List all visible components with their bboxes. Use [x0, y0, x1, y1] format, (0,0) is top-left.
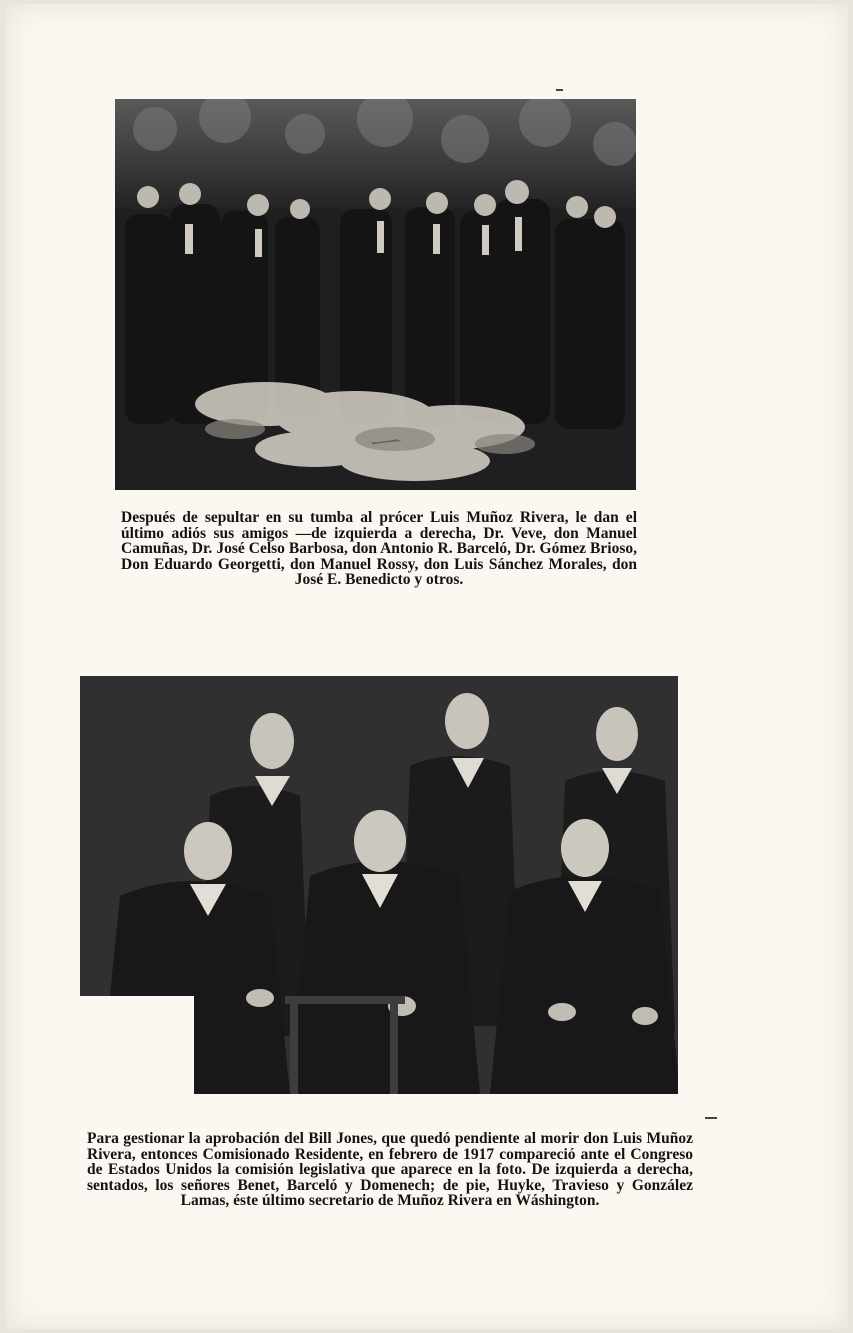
- photo-corner-patch: [80, 996, 194, 1096]
- funeral-photo-caption: Después de sepultar en su tumba al prócer Luis Muñoz Rivera, le dan el último adiós sus amigos —de izquierda a derecha, Dr. Veve, don Manuel Camuñas, Dr. José Celso Barbosa, don Antonio R. Barceló, Dr. Gómez Brioso, Don Eduardo Georgetti, don Manuel Rossy, don Luis Sánchez Morales, don José E. Benedicto y otros.: [121, 509, 637, 589]
- commission-photo-caption: Para gestionar la aprobación del Bill Jones, que quedó pendiente al morir don Luis Muñoz Rivera, entonces Comisionado Residente, en febrero de 1917 compareció ante el Congreso de Estados Unidos la comisión legislativa que aparece en la foto. De izquierda a derecha, sentados, los señores Benet, Barceló y Domenech; de pie, Huyke, Travieso y González Lamas, éste último secretario de Muñoz Rivera en Wáshington.: [87, 1130, 693, 1210]
- funeral-group-photo: [115, 99, 636, 490]
- print-speck: [556, 89, 563, 91]
- print-speck: [705, 1117, 717, 1119]
